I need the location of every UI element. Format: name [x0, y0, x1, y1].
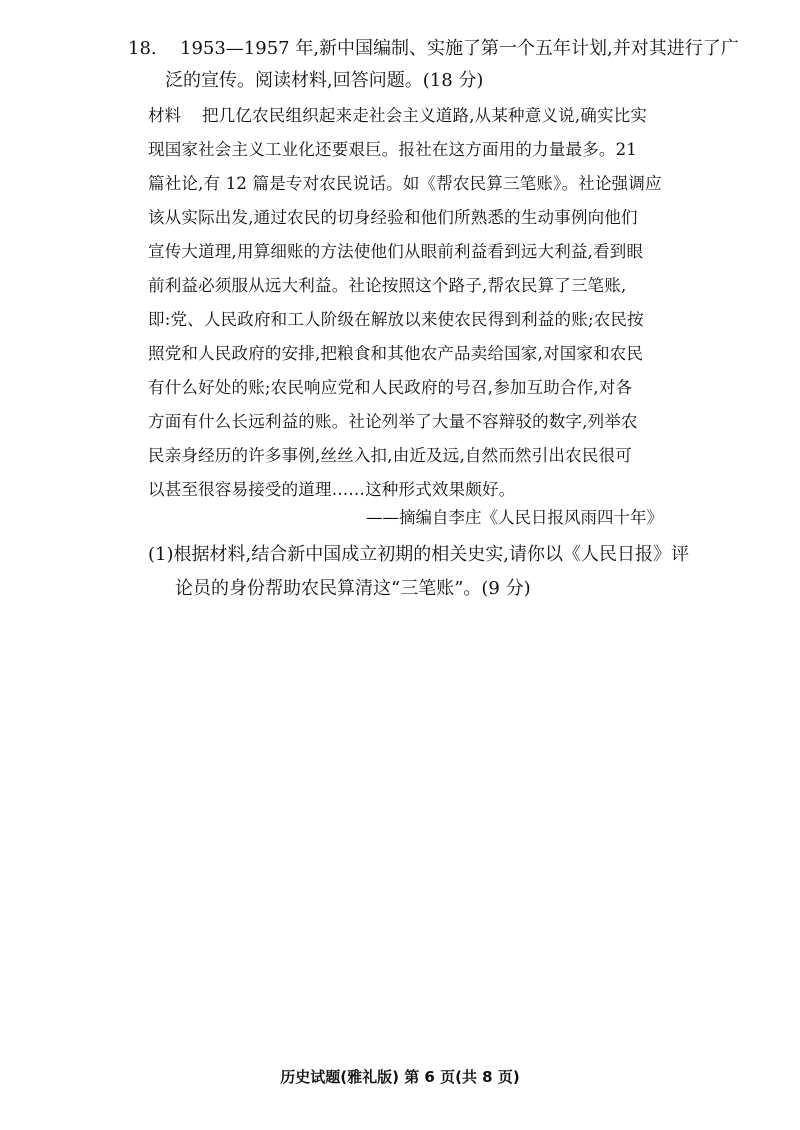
subquestion-line-1: (1)根据材料,结合新中国成立初期的相关史实,请你以《人民日报》评 [148, 544, 689, 565]
question-stem-line-2: 泛的宣传。阅读材料,回答问题。(18 分) [165, 70, 484, 91]
material-line: 前利益必须服从远大利益。社论按照这个路子,帮农民算了三笔账, [148, 276, 627, 295]
material-line: 把几亿农民组织起来走社会主义道路,从某种意义说,确实比实 [202, 106, 648, 125]
subquestion-line-2: 论员的身份帮助农民算清这“三笔账”。(9 分) [175, 578, 531, 599]
material-line: 以甚至很容易接受的道理……这种形式效果颇好。 [148, 480, 516, 499]
material-line: 照党和人民政府的安排,把粮食和其他农产品卖给国家,对国家和农民 [148, 344, 644, 363]
material-line: 方面有什么长远利益的账。社论列举了大量不容辩驳的数字,列举农 [148, 412, 638, 431]
material-label: 材料 [148, 106, 181, 125]
material-line: 民亲身经历的许多事例,丝丝入扣,由近及远,自然而然引出农民很可 [148, 446, 632, 465]
material-line: 篇社论,有 12 篇是专对农民说话。如《帮农民算三笔账》。社论强调应 [148, 174, 662, 193]
material-source: ——摘编自李庄《人民日报风雨四十年》 [366, 508, 663, 527]
material-line: 即:党、人民政府和工人阶级在解放以来使农民得到利益的账;农民按 [148, 310, 644, 329]
material-line: 宣传大道理,用算细账的方法使他们从眼前利益看到远大利益,看到眼 [148, 242, 644, 261]
page-footer: 历史试题(雅礼版) 第 6 页(共 8 页) [280, 1068, 520, 1086]
question-stem-line-1: 1953—1957 年,新中国编制、实施了第一个五年计划,并对其进行了广 [180, 38, 739, 59]
material-line: 有什么好处的账;农民响应党和人民政府的号召,参加互助合作,对各 [148, 378, 633, 397]
material-line: 现国家社会主义工业化还要艰巨。报社在这方面用的力量最多。21 [148, 140, 637, 159]
material-line: 该从实际出发,通过农民的切身经验和他们所熟悉的生动事例向他们 [148, 208, 638, 227]
question-number: 18. [128, 38, 157, 59]
